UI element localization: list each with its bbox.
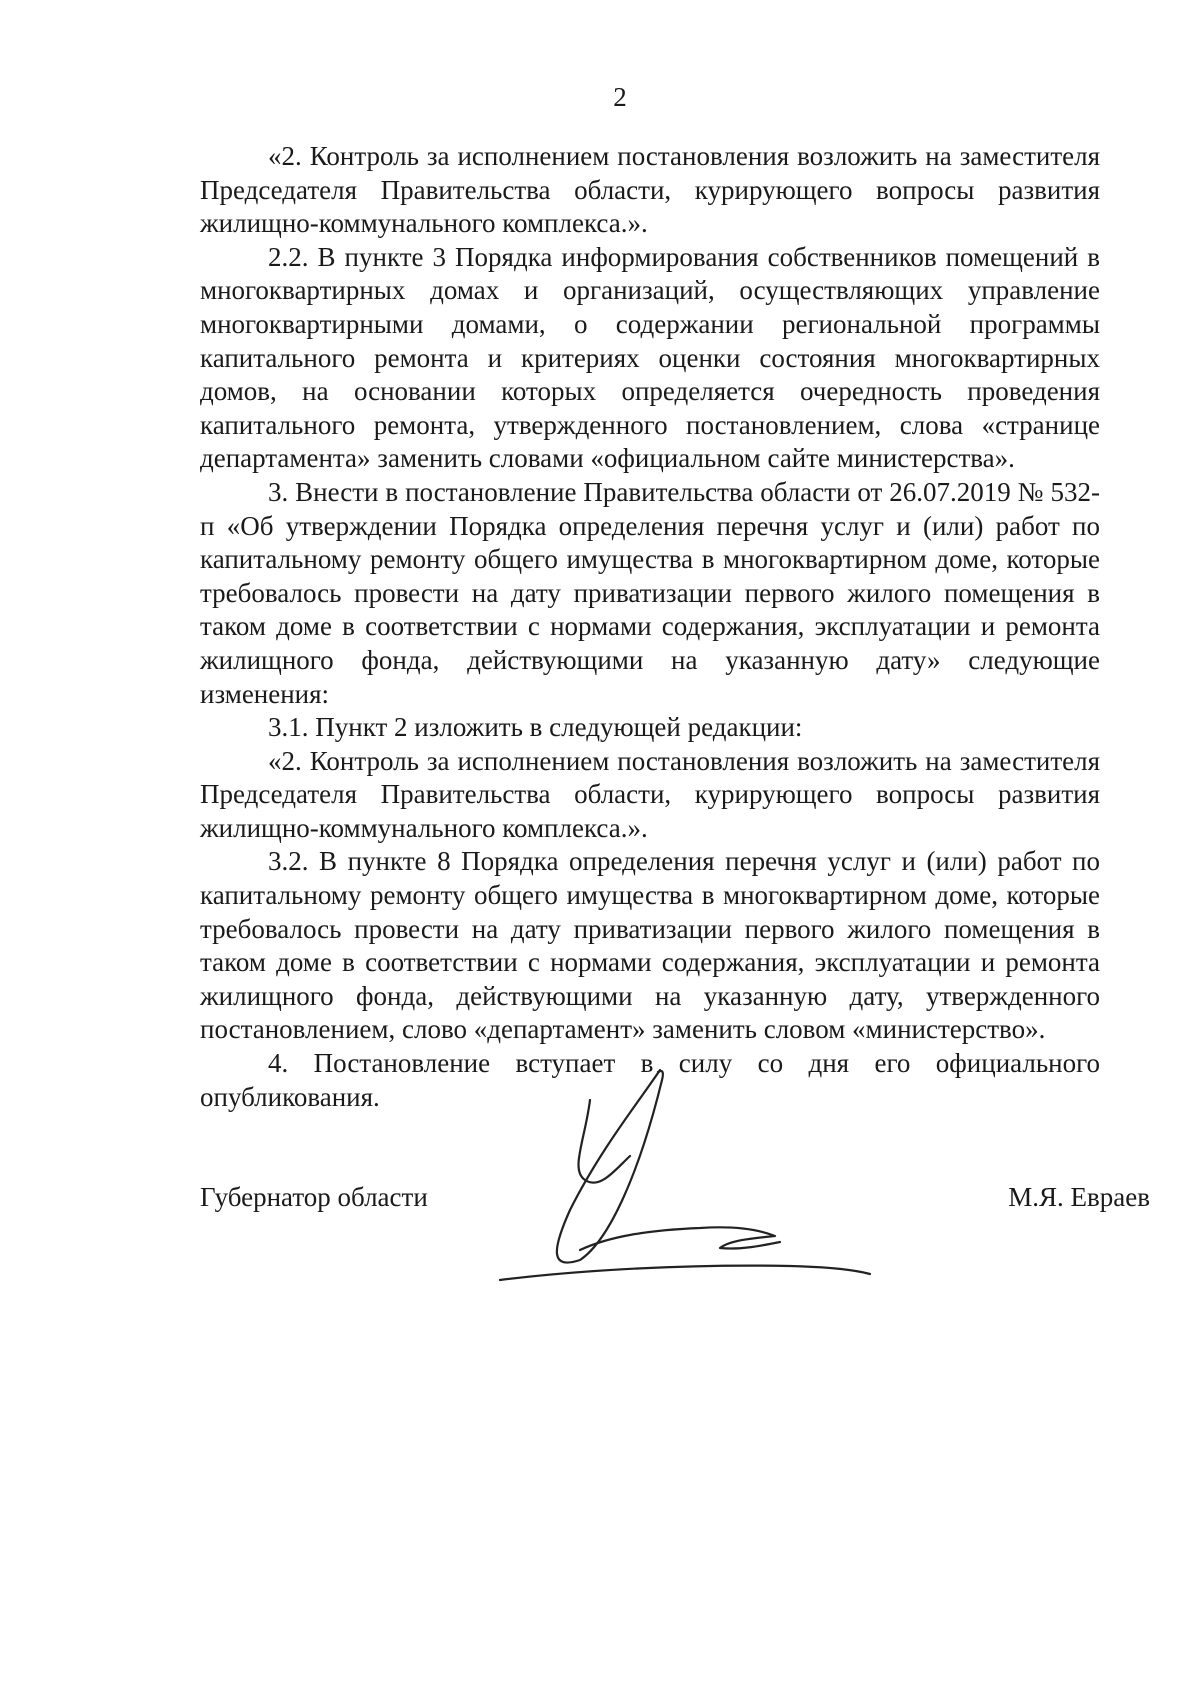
- document-body: [200, 140, 1100, 1114]
- paragraph-control-quote: «2. Контроль за исполнением постановления возложить на заместителя Председателя Правительства области, курирующего вопросы развития жилищно-коммунального комплекса.».: [200, 745, 1100, 843]
- page-number: 2: [613, 82, 627, 112]
- paragraph-3-1: 3.1. Пункт 2 изложить в следующей редакции:: [268, 712, 803, 743]
- signer-position: Губернатор области: [200, 1182, 428, 1212]
- signer-name: М.Я. Евраев: [1008, 1182, 1150, 1212]
- paragraph-3: 3. Внести в постановление Правительства области от 26.07.2019 № 532-п «Об утверждении Порядка определения перечня услуг и (или) работ по капитальному ремонту общего имущества в многоквартирном доме, которые требовалось провести на дату приватизации первого жилого помещения в таком доме в соответствии с нормами содержания, эксплуатации и ремонта жилищного фонда, действующими на указанную дату» следующие изменения:: [200, 476, 1100, 709]
- handwritten-signature: [490, 1060, 920, 1290]
- paragraph-4: 4. Постановление вступает в силу со дня его официального опубликования.: [200, 1048, 1100, 1112]
- paragraph-control-quote: «2. Контроль за исполнением постановления возложить на заместителя Председателя Правительства области, курирующего вопросы развития жилищно-коммунального комплекса.».: [200, 141, 1100, 239]
- paragraph-2-2: 2.2. В пункте 3 Порядка информирования собственников помещений в многоквартирных домах и организаций, осуществляющих управление многоквартирными домами, о содержании региональной программы капитального ремонта и критериях оценки состояния многоквартирных домов, на основании которых определяется очередность проведения капитального ремонта, утвержденного постановлением, слова «странице департамента» заменить словами «официальном сайте министерства».: [200, 241, 1100, 474]
- paragraph-3-2: 3.2. В пункте 8 Порядка определения перечня услуг и (или) работ по капитальному ремонту общего имущества в многоквартирном доме, которые требовалось провести на дату приватизации первого жилого помещения в таком доме в соответствии с нормами содержания, эксплуатации и ремонта жилищного фонда, действующими на указанную дату, утвержденного постановлением, слово «департамент» заменить словом «министерство».: [200, 846, 1100, 1045]
